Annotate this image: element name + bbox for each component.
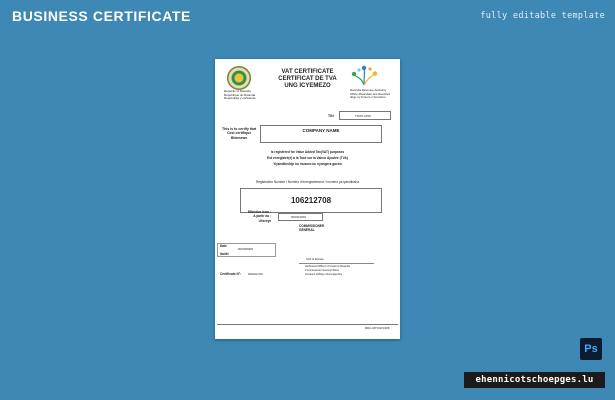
date-line: Date <box>220 244 227 248</box>
right-org-line: Office Rwandais des Recettes <box>350 91 391 96</box>
certify-label <box>222 127 256 140</box>
certify-line: Bitemewe <box>230 135 248 140</box>
right-org-line: Rwanda Revenue Authority <box>350 88 387 92</box>
date-value: 00/00/0000 <box>238 247 254 251</box>
company-name: COMPANY NAME <box>302 128 340 133</box>
left-org-line: Republic of Rwanda <box>224 89 251 93</box>
effective-value: 00/00/1200 <box>291 215 307 219</box>
commissioner-line: GÉNÉRAL <box>299 228 315 233</box>
date-box <box>217 243 276 257</box>
left-org-name <box>224 90 255 101</box>
certificate-sheet <box>215 59 400 339</box>
company-name-box <box>260 125 382 143</box>
signature-caption-line: Umukozi ubifitiye uburenganzira <box>305 273 342 276</box>
effective-label <box>248 210 271 223</box>
registered-line: is registered for Value Added Tax(VAT) purposes <box>270 150 345 154</box>
registered-line: Est enregistré(e) à la Taxe sur la Valeur Ajoutée (TVA) <box>267 156 348 160</box>
registered-statement <box>215 149 400 167</box>
left-org-line: Repubulika y'u Rwanda <box>224 96 256 101</box>
date-line: Itariki <box>220 252 229 256</box>
certify-line: Cest certifique <box>226 131 252 136</box>
tin-label: TIN <box>328 114 334 118</box>
reg-number-label: Registration Number / Numéro d'enregistrement / Inomero ya iyandikisha <box>255 180 359 184</box>
rra-logo-icon <box>350 65 378 87</box>
certificate-no-label: Certificate N°: <box>220 272 242 276</box>
signature-title: VAT & Excise <box>306 257 324 261</box>
right-org-line: Ikigo cy'Imisoro n'Amahoro <box>350 95 386 100</box>
title-line: VAT CERTIFICATE <box>281 69 334 75</box>
watermark-label: ehennicotschoepges.lu <box>464 372 605 388</box>
effective-line: Uhereye <box>258 218 272 223</box>
signature-caption-line: Authorised Officer of Customs Rwanda <box>305 265 350 268</box>
certificate-no-value: 000HHC00 <box>248 272 263 276</box>
reg-number: 106212708 <box>290 196 332 205</box>
page-title: BUSINESS CERTIFICATE <box>12 8 191 24</box>
right-org-name <box>350 89 390 100</box>
signature-caption-line: Commissioner General Taxes <box>305 269 339 272</box>
signature-line <box>299 263 374 264</box>
photoshop-icon: Ps <box>580 338 602 360</box>
effective-line: Effective from : <box>248 210 272 214</box>
commissioner-text <box>299 224 324 232</box>
page-subtitle: fully editable template <box>480 11 605 21</box>
registered-line: Yiyandikishije ku musoro ku nyongera gaciro <box>273 162 342 166</box>
title-line: UNG ICYEMEZO <box>284 83 331 90</box>
commissioner-line: COMMISSIONER <box>299 224 325 228</box>
tin-value: TIN07-0706 <box>355 113 371 118</box>
footer-divider <box>217 324 398 325</box>
effective-box <box>278 213 323 221</box>
tin-box <box>339 111 391 120</box>
certify-line: This is to certify that <box>222 127 257 131</box>
signature-caption <box>305 265 350 277</box>
effective-line: A partir du : <box>253 214 272 219</box>
title-line: CERTIFICAT DE TVA <box>278 76 337 83</box>
footer-code: RRA-VAT/CR/1/206 <box>365 326 390 330</box>
left-org-line: République du Rwanda <box>224 92 256 97</box>
